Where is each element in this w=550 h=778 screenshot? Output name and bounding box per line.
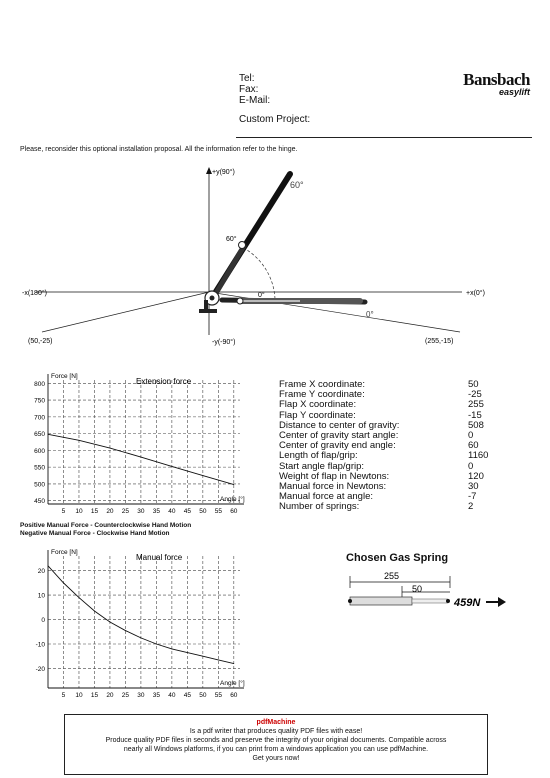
x-tick-label: 30	[137, 692, 145, 699]
data-point	[110, 448, 111, 449]
spring-cylinder	[350, 597, 412, 605]
spring-mount-open	[239, 242, 246, 249]
x-tick-label: 50	[199, 508, 207, 515]
y-tick-label: 750	[34, 397, 45, 405]
footer-line-4: Get yours now!	[252, 755, 300, 762]
data-point	[79, 597, 80, 598]
flap-point-label: (255,-15)	[425, 338, 454, 345]
force-label: 459N	[454, 597, 481, 609]
param-value: 50	[468, 379, 479, 390]
param-label: Flap X coordinate:	[279, 399, 357, 411]
company-logo	[436, 70, 530, 97]
x-tick-label: 50	[199, 692, 207, 699]
x-tick-label: 15	[90, 692, 99, 699]
data-point	[218, 659, 219, 660]
param-label: Manual force at angle:	[279, 491, 374, 503]
y-tick-label: 10	[37, 592, 45, 600]
x-tick-label: 15	[90, 508, 99, 515]
logo-main-text: Bansbach	[463, 70, 530, 89]
x-tick-label: 10	[75, 692, 83, 699]
data-point	[202, 656, 203, 657]
param-value: 255	[468, 399, 484, 411]
x-tick-label: 10	[75, 508, 83, 515]
data-point	[187, 652, 188, 653]
data-point	[156, 644, 157, 645]
email-label: E-Mail:	[239, 95, 271, 106]
y-tick-label: 450	[34, 498, 45, 506]
footer-line-3: nearly all Windows platforms, if you can print from a windows application you can use pdfMachine.	[123, 746, 429, 753]
x-tick-label: 5	[61, 692, 66, 699]
y-tick-label: 700	[34, 414, 45, 422]
fax-label: Fax:	[239, 84, 259, 95]
param-value: -7	[468, 491, 477, 503]
param-label: Length of flap/grip:	[279, 450, 358, 462]
data-point	[79, 440, 80, 441]
x-tick-label: 55	[214, 508, 222, 515]
param-value: 60	[468, 440, 479, 452]
frame-post	[204, 300, 208, 310]
y-tick-label: 550	[34, 464, 45, 472]
y-tick-label: 600	[34, 447, 45, 455]
param-label: Flap Y coordinate:	[279, 409, 356, 421]
logo-sub-text: easylift	[498, 87, 530, 97]
param-label: Center of gravity end angle:	[279, 440, 396, 452]
y-tick-label: 650	[34, 431, 45, 439]
data-point	[233, 484, 234, 485]
param-value: 0	[468, 430, 474, 441]
data-point	[110, 622, 111, 623]
x-axis-label: Angle [°]	[220, 496, 245, 503]
data-point	[202, 475, 203, 476]
y-tick-label: 500	[34, 481, 45, 489]
angle-0-rod-label: 0°	[258, 292, 265, 299]
y-axis-label: Force [N]	[51, 549, 78, 556]
data-point	[125, 630, 126, 631]
y-tick-label: -20	[35, 665, 45, 673]
x-axis-label: Angle [°]	[220, 680, 245, 687]
footer-line-1: Is a pdf writer that produces quality PDF files with ease!	[189, 728, 363, 735]
data-point	[141, 637, 142, 638]
intro-text: Please, reconsider this optional installation proposal. All the information refer to the hinge.	[20, 146, 298, 153]
angle-60-inner-label: 60°	[226, 236, 237, 243]
param-label: Number of springs:	[279, 501, 360, 513]
manual-force-chart	[0, 542, 250, 702]
param-label: Manual force in Newtons:	[279, 481, 387, 492]
x-tick-label: 35	[152, 692, 161, 699]
y-pos-label: +y(90°)	[212, 169, 235, 176]
negative-manual-note: Negative Manual Force - Clockwise Hand Motion	[20, 530, 170, 537]
data-point	[94, 611, 95, 612]
x-tick-label: 25	[121, 692, 130, 699]
param-label: Center of gravity start angle:	[279, 430, 399, 441]
data-point	[48, 434, 49, 435]
param-label: Frame Y coordinate:	[279, 389, 365, 401]
angle-60-label: 60°	[290, 180, 304, 190]
gas-spring-drawing	[340, 566, 540, 626]
spring-rod	[412, 599, 448, 603]
param-value: 30	[468, 481, 479, 492]
param-value: -15	[468, 409, 482, 421]
installation-diagram	[0, 160, 550, 360]
param-value: 120	[468, 470, 484, 482]
force-arrow-head	[498, 597, 506, 607]
param-label: Frame X coordinate:	[279, 379, 366, 390]
tel-label: Tel:	[239, 73, 255, 84]
header-divider	[236, 137, 532, 138]
y-axis-label: Force [N]	[51, 373, 78, 380]
stroke-label: 50	[412, 584, 423, 594]
x-tick-label: 60	[230, 508, 238, 515]
param-label: Distance to center of gravity:	[279, 419, 400, 431]
frame-point-label: (50,-25)	[28, 338, 53, 345]
x-tick-label: 5	[61, 508, 66, 515]
x-tick-label: 20	[106, 508, 114, 515]
param-value: 2	[468, 501, 474, 513]
param-label: Start angle flap/grip:	[279, 460, 365, 472]
param-value: 1160	[468, 450, 489, 462]
chart-title: Extension force	[136, 377, 192, 386]
data-point	[171, 648, 172, 649]
x-pos-label: +x(0°)	[466, 290, 485, 297]
x-neg-label: -x(180°)	[22, 290, 47, 297]
length-label: 255	[384, 571, 400, 581]
param-value: -25	[468, 389, 482, 401]
frame-guide-line	[42, 292, 209, 332]
spring-mount-closed	[237, 298, 243, 304]
gas-spring-title: Chosen Gas Spring	[346, 552, 449, 564]
extension-force-chart	[0, 366, 250, 518]
data-point	[48, 565, 49, 566]
parameters-table	[279, 380, 539, 515]
param-label: Weight of flap in Newtons:	[279, 470, 390, 482]
y-tick-label: 20	[37, 568, 45, 576]
custom-project-label: Custom Project:	[239, 114, 311, 125]
x-tick-label: 35	[152, 508, 161, 515]
x-tick-label: 20	[106, 692, 114, 699]
positive-manual-note: Positive Manual Force - Counterclockwise Hand Motion	[20, 522, 192, 529]
data-point	[141, 457, 142, 458]
pdfmachine-footer	[64, 714, 488, 775]
x-tick-label: 25	[121, 508, 130, 515]
x-tick-label: 45	[183, 692, 191, 699]
x-tick-label: 40	[168, 508, 176, 515]
hinge-center	[210, 296, 215, 301]
x-tick-label: 30	[137, 508, 145, 515]
y-tick-label: 0	[41, 617, 45, 625]
y-neg-label: -y(-90°)	[212, 339, 236, 346]
x-tick-label: 40	[168, 692, 176, 699]
x-tick-label: 60	[230, 692, 238, 699]
data-point	[233, 663, 234, 664]
angle-0-flap-label: 0°	[366, 310, 374, 319]
y-tick-label: -10	[35, 641, 45, 649]
x-tick-label: 55	[214, 692, 222, 699]
data-point	[63, 582, 64, 583]
footer-brand: pdfMachine	[256, 719, 296, 726]
param-value: 0	[468, 460, 474, 472]
y-tick-label: 800	[34, 380, 45, 388]
chart-title: Manual force	[136, 553, 183, 562]
footer-line-2: Produce quality PDF files in seconds and preserve the integrity of your original documents. Compatible across	[105, 737, 447, 744]
x-tick-label: 45	[183, 508, 191, 515]
data-point	[171, 466, 172, 467]
param-value: 508	[468, 419, 484, 431]
